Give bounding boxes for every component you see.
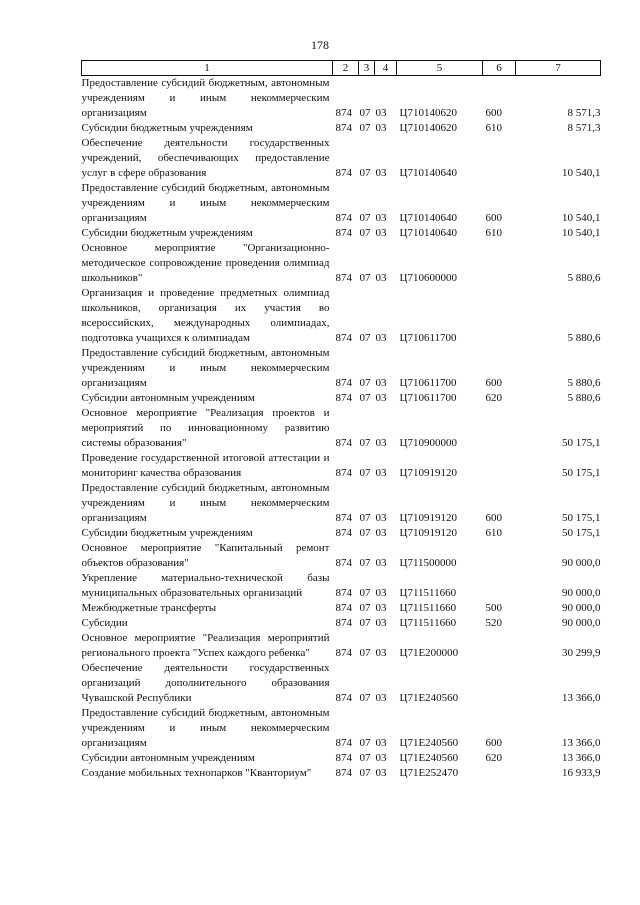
row-subsection-code: 03 xyxy=(375,392,387,404)
row-grbs-code: 874 xyxy=(335,752,352,764)
row-section-code: 07 xyxy=(359,377,371,389)
header-cell-1: 1 xyxy=(82,61,333,76)
row-name: Субсидии бюджетным учреждениям xyxy=(81,122,253,134)
row-name: Обеспечение деятельности государственных учреждений, обеспечивающих предоставление услуг в сфере образования xyxy=(81,137,330,179)
row-expense-type: 620 xyxy=(485,752,502,764)
header-cell-7: 7 xyxy=(516,61,601,76)
row-amount: 13 366,0 xyxy=(562,752,601,764)
row-amount: 16 933,9 xyxy=(562,767,601,779)
row-name: Субсидии автономным учреждениям xyxy=(81,752,255,764)
row-name: Предоставление субсидий бюджетным, автономным учреждениям и иным некоммерческим организациям xyxy=(81,347,330,389)
row-expense-type xyxy=(483,406,516,451)
row-amount: 50 175,1 xyxy=(562,467,601,479)
row-amount: 8 571,3 xyxy=(567,122,601,134)
row-target-article: Ц710919120 xyxy=(399,467,457,479)
table-body xyxy=(82,76,601,782)
row-subsection-code: 03 xyxy=(375,527,387,539)
row-amount: 90 000,0 xyxy=(562,587,601,599)
row-amount: 5 880,6 xyxy=(567,377,601,389)
row-section-code: 07 xyxy=(359,737,371,749)
row-grbs-code: 874 xyxy=(335,212,352,224)
row-expense-type: 600 xyxy=(485,212,502,224)
row-target-article: Ц710611700 xyxy=(399,377,457,389)
row-amount: 50 175,1 xyxy=(562,437,601,449)
row-name: Субсидии бюджетным учреждениям xyxy=(81,227,253,239)
row-subsection-code: 03 xyxy=(375,647,387,659)
row-grbs-code: 874 xyxy=(335,587,352,599)
row-subsection-code: 03 xyxy=(375,167,387,179)
row-amount: 50 175,1 xyxy=(562,527,601,539)
row-grbs-code: 874 xyxy=(335,557,352,569)
row-name: Субсидии автономным учреждениям xyxy=(81,392,255,404)
row-expense-type: 600 xyxy=(485,512,502,524)
header-cell-3: 3 xyxy=(359,61,375,76)
row-section-code: 07 xyxy=(359,227,371,239)
row-section-code: 07 xyxy=(359,392,371,404)
row-amount: 5 880,6 xyxy=(567,332,601,344)
row-expense-type xyxy=(483,136,516,181)
row-subsection-code: 03 xyxy=(375,557,387,569)
row-name: Основное мероприятие "Реализация проектов и мероприятий по инновационному развитию системы образования" xyxy=(81,407,330,449)
table-row xyxy=(82,226,601,241)
table-row xyxy=(82,706,601,751)
row-amount: 90 000,0 xyxy=(562,617,601,629)
row-subsection-code: 03 xyxy=(375,752,387,764)
row-section-code: 07 xyxy=(359,617,371,629)
row-name: Основное мероприятие "Реализация мероприятий регионального проекта "Успех каждого ребенка" xyxy=(81,632,330,659)
row-target-article: Ц710600000 xyxy=(399,272,457,284)
row-target-article: Ц71Е252470 xyxy=(399,767,459,779)
row-name: Основное мероприятие "Организационно-методическое сопровождение проведения олимпиад школьников" xyxy=(81,242,330,284)
header-cell-5: 5 xyxy=(397,61,483,76)
row-expense-type: 610 xyxy=(485,122,502,134)
row-section-code: 07 xyxy=(359,527,371,539)
row-grbs-code: 874 xyxy=(335,437,352,449)
row-section-code: 07 xyxy=(359,587,371,599)
budget-table xyxy=(81,60,601,781)
row-amount: 90 000,0 xyxy=(562,557,601,569)
row-target-article: Ц711511660 xyxy=(399,602,457,614)
row-subsection-code: 03 xyxy=(375,737,387,749)
row-section-code: 07 xyxy=(359,332,371,344)
table-row xyxy=(82,391,601,406)
table-row xyxy=(82,241,601,286)
row-amount: 13 366,0 xyxy=(562,737,601,749)
row-expense-type: 600 xyxy=(485,377,502,389)
row-expense-type xyxy=(483,241,516,286)
row-amount: 10 540,1 xyxy=(562,167,601,179)
row-grbs-code: 874 xyxy=(335,227,352,239)
row-subsection-code: 03 xyxy=(375,512,387,524)
row-expense-type: 600 xyxy=(485,737,502,749)
row-expense-type: 600 xyxy=(485,107,502,119)
row-name: Предоставление субсидий бюджетным, автономным учреждениям и иным некоммерческим организациям xyxy=(81,482,330,524)
row-target-article: Ц710140640 xyxy=(399,227,457,239)
table-row xyxy=(82,541,601,571)
row-amount: 13 366,0 xyxy=(562,692,601,704)
row-section-code: 07 xyxy=(359,557,371,569)
row-target-article: Ц710919120 xyxy=(399,512,457,524)
row-target-article: Ц710919120 xyxy=(399,527,457,539)
header-row xyxy=(82,61,601,76)
row-section-code: 07 xyxy=(359,647,371,659)
row-amount: 10 540,1 xyxy=(562,212,601,224)
table-row xyxy=(82,121,601,136)
row-target-article: Ц71Е240560 xyxy=(399,752,459,764)
row-subsection-code: 03 xyxy=(375,587,387,599)
row-amount: 90 000,0 xyxy=(562,602,601,614)
row-name: Укрепление материально-технической базы муниципальных образовательных организаций xyxy=(81,572,330,599)
table-row xyxy=(82,346,601,391)
row-grbs-code: 874 xyxy=(335,692,352,704)
row-grbs-code: 874 xyxy=(335,392,352,404)
row-expense-type xyxy=(483,571,516,601)
table-row xyxy=(82,136,601,181)
row-amount: 50 175,1 xyxy=(562,512,601,524)
row-subsection-code: 03 xyxy=(375,467,387,479)
row-name: Обеспечение деятельности государственных организаций дополнительного образования Чувашской Республики xyxy=(81,662,330,704)
row-expense-type xyxy=(483,541,516,571)
row-subsection-code: 03 xyxy=(375,767,387,779)
row-name: Субсидии xyxy=(81,617,128,629)
row-expense-type xyxy=(483,286,516,346)
row-target-article: Ц71Е240560 xyxy=(399,692,459,704)
row-name: Предоставление субсидий бюджетным, автономным учреждениям и иным некоммерческим организациям xyxy=(81,77,330,119)
table-row xyxy=(82,616,601,631)
row-name: Основное мероприятие "Капитальный ремонт объектов образования" xyxy=(81,542,330,569)
table-row xyxy=(82,601,601,616)
header-cell-2: 2 xyxy=(333,61,359,76)
row-grbs-code: 874 xyxy=(335,332,352,344)
row-target-article: Ц71Е240560 xyxy=(399,737,459,749)
table-row xyxy=(82,766,601,781)
table-row xyxy=(82,406,601,451)
row-amount: 8 571,3 xyxy=(567,107,601,119)
row-name: Организация и проведение предметных олимпиад школьников, организация их участия во всероссийских, международных олимпиадах, подготовка учащихся к олимпиадам xyxy=(81,287,330,344)
row-grbs-code: 874 xyxy=(335,272,352,284)
row-grbs-code: 874 xyxy=(335,647,352,659)
table-row xyxy=(82,526,601,541)
table-row xyxy=(82,481,601,526)
row-target-article: Ц710140640 xyxy=(399,212,457,224)
row-name: Предоставление субсидий бюджетным, автономным учреждениям и иным некоммерческим организациям xyxy=(81,182,330,224)
row-expense-type xyxy=(483,661,516,706)
row-expense-type: 500 xyxy=(485,602,502,614)
row-section-code: 07 xyxy=(359,752,371,764)
row-grbs-code: 874 xyxy=(335,467,352,479)
row-grbs-code: 874 xyxy=(335,377,352,389)
row-subsection-code: 03 xyxy=(375,122,387,134)
row-name: Субсидии бюджетным учреждениям xyxy=(81,527,253,539)
row-section-code: 07 xyxy=(359,272,371,284)
row-target-article: Ц710140620 xyxy=(399,122,457,134)
row-target-article: Ц711500000 xyxy=(399,557,457,569)
row-target-article: Ц710140640 xyxy=(399,167,457,179)
row-grbs-code: 874 xyxy=(335,512,352,524)
row-subsection-code: 03 xyxy=(375,107,387,119)
row-target-article: Ц711511660 xyxy=(399,617,457,629)
row-section-code: 07 xyxy=(359,767,371,779)
page-number: 178 xyxy=(311,38,329,52)
header-cell-4: 4 xyxy=(375,61,397,76)
row-grbs-code: 874 xyxy=(335,107,352,119)
row-target-article: Ц710611700 xyxy=(399,332,457,344)
row-target-article: Ц710900000 xyxy=(399,437,457,449)
row-subsection-code: 03 xyxy=(375,437,387,449)
row-grbs-code: 874 xyxy=(335,767,352,779)
row-grbs-code: 874 xyxy=(335,167,352,179)
row-amount: 5 880,6 xyxy=(567,272,601,284)
row-name: Проведение государственной итоговой аттестации и мониторинг качества образования xyxy=(81,452,330,479)
row-section-code: 07 xyxy=(359,122,371,134)
row-expense-type: 610 xyxy=(485,527,502,539)
row-grbs-code: 874 xyxy=(335,122,352,134)
row-subsection-code: 03 xyxy=(375,602,387,614)
row-name: Предоставление субсидий бюджетным, автономным учреждениям и иным некоммерческим организациям xyxy=(81,707,330,749)
row-amount: 30 299,9 xyxy=(562,647,601,659)
table-row xyxy=(82,76,601,122)
table-row xyxy=(82,661,601,706)
row-section-code: 07 xyxy=(359,212,371,224)
row-section-code: 07 xyxy=(359,602,371,614)
row-target-article: Ц71Е200000 xyxy=(399,647,459,659)
row-target-article: Ц710140620 xyxy=(399,107,457,119)
row-target-article: Ц711511660 xyxy=(399,587,457,599)
row-expense-type: 520 xyxy=(485,617,502,629)
table-row xyxy=(82,286,601,346)
row-subsection-code: 03 xyxy=(375,377,387,389)
row-grbs-code: 874 xyxy=(335,737,352,749)
row-amount: 10 540,1 xyxy=(562,227,601,239)
header-cell-6: 6 xyxy=(483,61,516,76)
row-expense-type xyxy=(483,451,516,481)
row-expense-type: 620 xyxy=(485,392,502,404)
row-name: Создание мобильных технопарков "Кванториум" xyxy=(81,767,312,779)
row-target-article: Ц710611700 xyxy=(399,392,457,404)
row-subsection-code: 03 xyxy=(375,212,387,224)
table-row xyxy=(82,631,601,661)
row-section-code: 07 xyxy=(359,107,371,119)
table-row xyxy=(82,181,601,226)
row-section-code: 07 xyxy=(359,512,371,524)
table-row xyxy=(82,451,601,481)
row-section-code: 07 xyxy=(359,467,371,479)
row-subsection-code: 03 xyxy=(375,617,387,629)
row-section-code: 07 xyxy=(359,692,371,704)
row-amount: 5 880,6 xyxy=(567,392,601,404)
table-row xyxy=(82,571,601,601)
row-expense-type xyxy=(483,631,516,661)
row-subsection-code: 03 xyxy=(375,692,387,704)
row-expense-type: 610 xyxy=(485,227,502,239)
row-subsection-code: 03 xyxy=(375,332,387,344)
row-subsection-code: 03 xyxy=(375,227,387,239)
row-name: Межбюджетные трансферты xyxy=(81,602,217,614)
row-subsection-code: 03 xyxy=(375,272,387,284)
row-grbs-code: 874 xyxy=(335,527,352,539)
row-grbs-code: 874 xyxy=(335,602,352,614)
row-grbs-code: 874 xyxy=(335,617,352,629)
row-section-code: 07 xyxy=(359,437,371,449)
row-section-code: 07 xyxy=(359,167,371,179)
row-expense-type xyxy=(483,766,516,781)
table-row xyxy=(82,751,601,766)
